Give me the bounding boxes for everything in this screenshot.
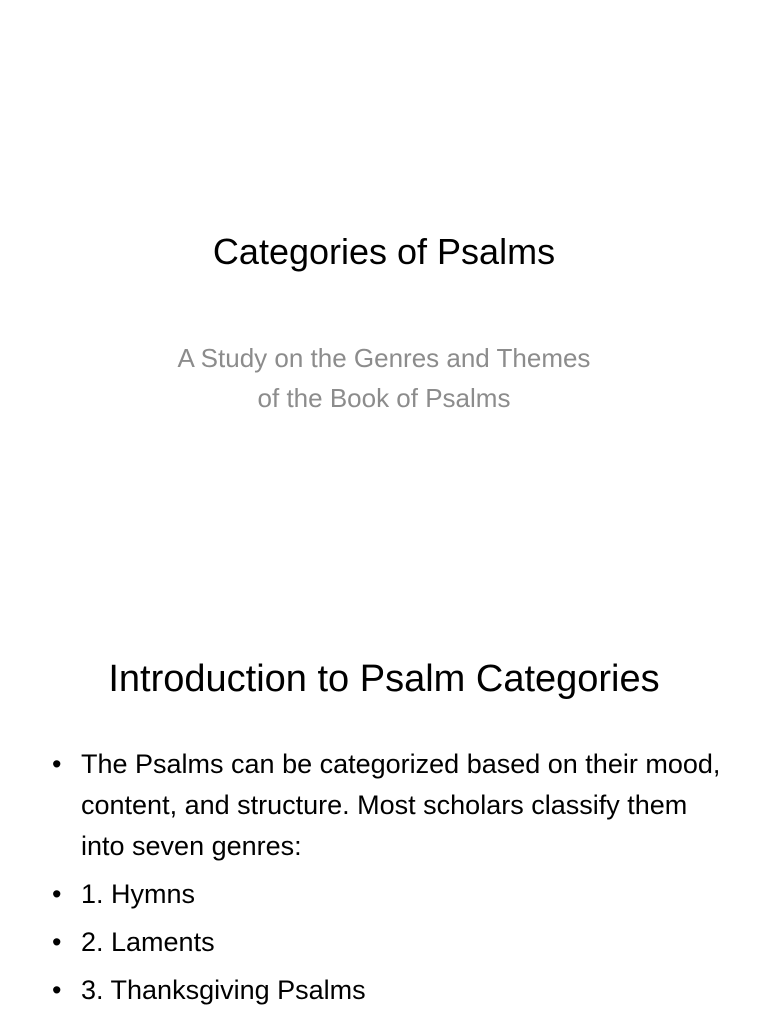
bullet-list — [52, 744, 722, 1018]
bullet-text: 3. Thanksgiving Psalms — [81, 975, 366, 1005]
bullet-item — [52, 744, 722, 867]
bullet-text: 2. Laments — [81, 927, 215, 957]
bullet-item — [52, 922, 722, 963]
content-slide — [0, 576, 768, 1024]
bullet-item — [52, 970, 722, 1011]
bullet-item — [52, 874, 722, 915]
bullet-text: 1. Hymns — [81, 879, 196, 909]
slide-subtitle — [84, 338, 684, 418]
bullet-icon: • — [52, 975, 62, 1005]
bullet-icon: • — [52, 749, 62, 779]
subtitle-line-1: A Study on the Genres and Themes — [177, 343, 591, 373]
bullet-icon: • — [52, 927, 62, 957]
slide-title: Categories of Psalms — [212, 231, 556, 272]
bullet-text: The Psalms can be categorized based on their mood, content, and structure. Most scholars classify them into seven genres: — [81, 749, 721, 861]
slide-heading: Introduction to Psalm Categories — [108, 658, 660, 700]
subtitle-line-2: of the Book of Psalms — [257, 383, 511, 413]
bullet-icon: • — [52, 879, 62, 909]
